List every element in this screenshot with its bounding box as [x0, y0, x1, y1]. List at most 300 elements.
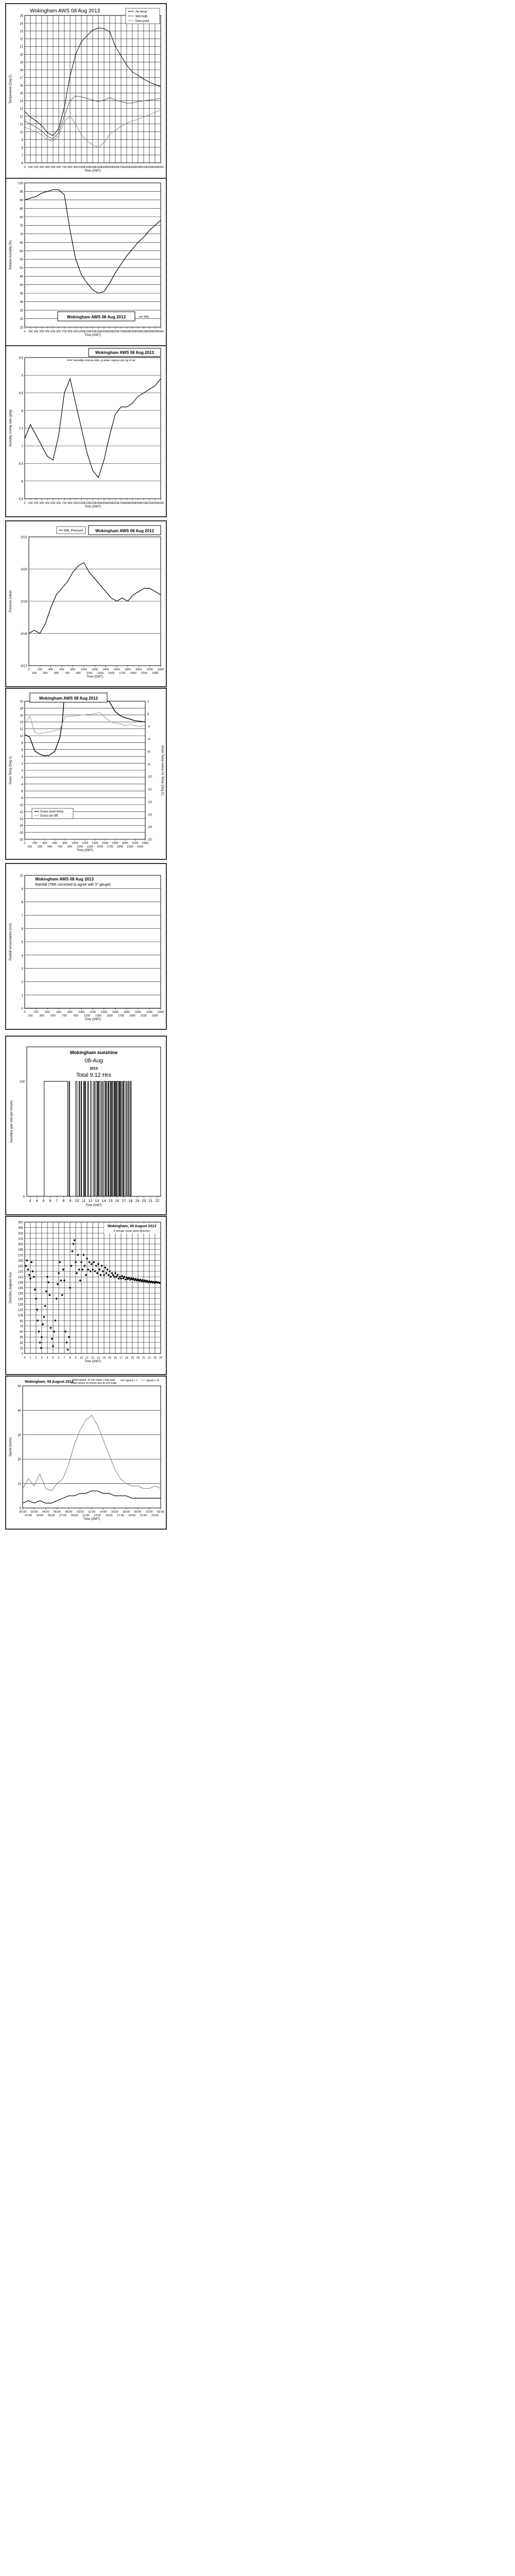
x-tick-label: 1600	[101, 842, 109, 845]
x-tick-label: 2100	[127, 845, 133, 849]
y-tick-label: 6	[21, 927, 23, 931]
x-tick-label: 2100	[140, 1014, 147, 1018]
x-tick-label: 08:00	[65, 1511, 73, 1514]
x-tick-label: 500	[54, 672, 59, 675]
chart-panel-5	[5, 688, 167, 860]
y-tick-label: 5.5	[19, 498, 23, 501]
x-tick-label: 1100	[86, 672, 93, 675]
chart-title: Wokingham, 08 August 2013	[25, 1380, 74, 1384]
x-tick-label: 700	[57, 845, 62, 849]
x-tick-label: 600	[59, 668, 64, 671]
chart-rainfall	[6, 864, 166, 1029]
x-tick-label: 19	[130, 1357, 134, 1360]
x-tick-label: 2000	[134, 1011, 142, 1014]
y-tick-label: 11	[20, 123, 23, 127]
x-tick-label: 6	[49, 1199, 52, 1203]
y-tick-label: 1017	[20, 665, 27, 668]
y-tick-label: -8	[20, 797, 23, 801]
x-tick-label: 1800	[123, 166, 130, 169]
x-tick-label: 15	[108, 1199, 113, 1203]
x-tick-label: 2300	[151, 502, 159, 505]
y-tick-label: 60	[20, 250, 23, 253]
y-axis-label: Pressure (mbar)	[9, 590, 12, 613]
y-axis-label: Relative humidity (%)	[9, 240, 12, 270]
x-tick-label: 4	[36, 1199, 38, 1203]
x-tick-label: 1300	[95, 166, 102, 169]
x-tick-label: 4	[46, 1357, 48, 1360]
y2-tick-label: -20	[147, 838, 152, 842]
y-tick-label: 180	[18, 1287, 23, 1290]
y-tick-label: 16	[20, 714, 23, 718]
chart-panel-2	[5, 178, 167, 346]
y-tick-label: 90	[20, 199, 23, 202]
x-tick-label: 13:00	[94, 1514, 101, 1517]
chart-title: Wokingham AWS 08 Aug 2013	[35, 877, 94, 882]
legend-label: Dew point	[135, 20, 149, 23]
chart-panel-3	[5, 345, 167, 517]
x-tick-label: 800	[70, 668, 75, 671]
x-tick-label: 500	[50, 330, 56, 333]
x-tick-label: 15	[108, 1357, 112, 1360]
x-tick-label: 09:00	[71, 1514, 78, 1517]
y-tick-label: 345	[18, 1227, 23, 1230]
x-tick-label: 20	[142, 1199, 146, 1203]
x-tick-label: 1700	[117, 502, 125, 505]
x-tick-label: 1200	[81, 842, 89, 845]
y-axis-label: Direction, degrees true	[9, 1272, 12, 1303]
x-tick-label: 300	[43, 672, 48, 675]
legend-label: Grass-air diff	[40, 815, 58, 818]
x-tick-label: 300	[39, 502, 44, 505]
y-tick-label: 40	[18, 1409, 21, 1413]
y-axis-label: Speed (knots)	[9, 1437, 12, 1457]
x-tick-label: 1900	[129, 166, 136, 169]
y-tick-label: 80	[20, 216, 23, 219]
x-tick-label: 1600	[112, 166, 119, 169]
y-axis-label: Temperature (Deg C)	[9, 74, 12, 104]
x-tick-label: 15:00	[105, 1514, 113, 1517]
y-tick-label: 95	[20, 190, 23, 194]
y-tick-label: 150	[18, 1298, 23, 1301]
x-tick-label: 24	[159, 1357, 163, 1360]
x-tick-label: 600	[52, 842, 58, 845]
x-tick-label: 1800	[123, 1011, 130, 1014]
x-tick-label: 1300	[97, 672, 104, 675]
x-tick-label: 200	[32, 842, 38, 845]
y-tick-label: 6.5	[19, 463, 23, 466]
x-tick-label: 00:00	[157, 1511, 164, 1514]
x-tick-label: 2400	[157, 502, 164, 505]
y-tick-label: 30	[20, 1342, 23, 1345]
x-tick-label: 400	[45, 166, 50, 169]
x-tick-label: 1600	[112, 330, 119, 333]
x-tick-label: 1700	[117, 1014, 125, 1018]
x-tick-label: 19	[135, 1199, 140, 1203]
x-tick-label: 700	[62, 330, 67, 333]
chart-subtitle: 08-Aug	[84, 1058, 103, 1064]
x-tick-label: 2200	[146, 668, 153, 671]
x-tick-label: 600	[56, 502, 61, 505]
x-tick-label: 23	[153, 1357, 157, 1360]
y-tick-label: -16	[19, 824, 23, 828]
x-tick-label: 1700	[117, 166, 125, 169]
x-tick-label: 400	[45, 1011, 50, 1014]
x-axis-label: Time (GMT)	[83, 1518, 100, 1521]
x-tick-label: 900	[67, 845, 73, 849]
y-tick-label: 7	[21, 914, 23, 918]
x-tick-label: 400	[45, 502, 50, 505]
y-tick-label: 285	[18, 1248, 23, 1252]
y-tick-label: 10	[20, 735, 23, 738]
x-tick-label: 16	[113, 1357, 117, 1360]
x-tick-label: 03:00	[36, 1514, 44, 1517]
y-tick-label: 105	[18, 1314, 23, 1318]
x-tick-label: 2000	[134, 502, 142, 505]
x-tick-label: 8	[62, 1199, 65, 1203]
legend-label: Speed x 1	[126, 1379, 138, 1382]
x-tick-label: 1900	[129, 330, 136, 333]
chart-subtitle: 5 minute mean wind direction	[113, 1230, 150, 1233]
x-tick-label: 9	[75, 1357, 77, 1360]
x-tick-label: 400	[42, 842, 47, 845]
x-tick-label: 00:00	[19, 1511, 26, 1514]
x-tick-label: 700	[62, 166, 67, 169]
y-tick-label: 20	[20, 53, 23, 57]
x-tick-label: 1000	[78, 166, 85, 169]
y-tick-label: 15	[20, 92, 23, 96]
x-tick-label: 14	[102, 1357, 106, 1360]
y-tick-label: -18	[19, 832, 23, 835]
x-tick-label: 13	[95, 1199, 99, 1203]
y-tick-label: 7	[21, 445, 23, 448]
x-tick-label: 23:00	[151, 1514, 159, 1517]
y-tick-label: 210	[18, 1276, 23, 1279]
x-tick-label: 3	[41, 1357, 43, 1360]
x-tick-label: 900	[73, 330, 78, 333]
y-tick-label: 9	[21, 139, 23, 142]
x-tick-label: 700	[62, 502, 67, 505]
x-tick-label: 600	[56, 330, 61, 333]
x-tick-label: 800	[67, 166, 73, 169]
x-tick-label: 800	[67, 1011, 73, 1014]
y-tick-label: 135	[18, 1303, 23, 1307]
x-tick-label: 1800	[124, 668, 131, 671]
x-tick-label: 1000	[78, 330, 85, 333]
chart-subtitle: Rainfall (TBR corrected to agree with 5" gauge)	[35, 883, 111, 887]
y-tick-label: 225	[18, 1270, 23, 1274]
legend-label: Speed x 10	[146, 1379, 160, 1382]
x-tick-label: 300	[39, 1014, 44, 1018]
x-tick-label: 18	[125, 1357, 129, 1360]
y-tick-label: -12	[19, 810, 23, 814]
x-tick-label: 18	[128, 1199, 133, 1203]
y2-tick-label: -4	[147, 738, 150, 741]
x-tick-label: 1900	[129, 502, 136, 505]
y-tick-label: 20	[20, 700, 23, 704]
x-tick-label: 12:00	[88, 1511, 95, 1514]
y-tick-label: 16	[20, 84, 23, 88]
x-tick-label: 600	[56, 1011, 61, 1014]
legend-label: Humidity mixing ratio, g water vapour per kg of air	[73, 359, 136, 362]
y-tick-label: 255	[18, 1259, 23, 1263]
x-tick-label: 100	[28, 502, 33, 505]
x-tick-label: 0	[24, 330, 26, 333]
y-tick-label: 0	[19, 1507, 21, 1511]
x-tick-label: 1100	[84, 1014, 90, 1018]
x-tick-label: 400	[48, 668, 54, 671]
chart-humidity	[6, 179, 166, 345]
y2-axis-label: Grass Temp minus Air Temp (Deg C)	[161, 745, 164, 795]
x-tick-label: 2300	[151, 166, 159, 169]
y-axis-label: Grass Temp (Deg C)	[9, 756, 12, 785]
x-tick-label: 1500	[106, 330, 113, 333]
chart-pressure	[6, 521, 166, 686]
y2-tick-label: 2	[147, 700, 149, 704]
legend-label: Wet bulb	[135, 15, 148, 19]
x-tick-label: 1500	[106, 502, 113, 505]
x-tick-label: 200	[37, 668, 42, 671]
x-tick-label: 1100	[84, 166, 90, 169]
x-tick-label: 04:00	[42, 1511, 49, 1514]
y-tick-label: 0	[21, 1352, 23, 1356]
x-tick-label: 0	[24, 502, 26, 505]
y-tick-label: -14	[19, 818, 23, 821]
x-tick-label: 900	[73, 502, 78, 505]
x-tick-label: 1900	[130, 672, 136, 675]
chart-total: Total 9.12 Hrs	[76, 1072, 111, 1078]
chart-panel-8	[5, 1216, 167, 1375]
x-tick-label: 1200	[91, 668, 98, 671]
y-tick-label: 165	[18, 1292, 23, 1296]
legend-label: Grass level temp	[40, 810, 64, 814]
x-axis-label: Time (GMT)	[76, 849, 94, 852]
y-tick-label: 35	[20, 292, 23, 296]
x-tick-label: 1200	[89, 1011, 96, 1014]
chart-title: Wokingham AWS 08 Aug 2013	[95, 529, 154, 533]
x-tick-label: 1000	[78, 1011, 85, 1014]
x-tick-label: 1200	[89, 330, 96, 333]
plot-area	[25, 183, 161, 327]
y-tick-label: -2	[20, 776, 23, 779]
y-tick-label: -10	[19, 804, 23, 807]
x-tick-label: 1800	[123, 330, 130, 333]
y-tick-label: 6	[21, 749, 23, 752]
x-tick-label: 500	[47, 845, 53, 849]
x-tick-label: 21:00	[140, 1514, 147, 1517]
x-tick-label: 500	[50, 166, 56, 169]
x-tick-label: 900	[73, 166, 78, 169]
x-tick-label: 6	[58, 1357, 60, 1360]
x-tick-label: 21	[142, 1357, 146, 1360]
y2-tick-label: -8	[147, 763, 150, 767]
x-tick-label: 12	[88, 1199, 93, 1203]
y-tick-label: 19	[20, 61, 23, 64]
y-tick-label: 70	[20, 233, 23, 236]
x-tick-label: 2300	[151, 330, 159, 333]
x-tick-label: 300	[39, 330, 44, 333]
y-tick-label: 100	[18, 182, 23, 185]
y-tick-label: 15	[20, 1347, 23, 1350]
y-tick-label: 12	[20, 115, 23, 119]
chart-year: 2013	[90, 1067, 98, 1071]
x-tick-label: 1500	[106, 1014, 113, 1018]
y-tick-label: 9	[21, 374, 23, 378]
chart-panel-9	[5, 1376, 167, 1530]
chart-subtitle: Wind speed, 10 min mean / max gust	[72, 1379, 115, 1382]
x-tick-label: 600	[56, 166, 61, 169]
x-tick-label: 1800	[112, 842, 118, 845]
chart-panel-4	[5, 520, 167, 687]
x-tick-label: 700	[65, 672, 70, 675]
y-tick-label: 24	[20, 22, 23, 26]
x-tick-label: 1400	[100, 502, 108, 505]
x-tick-label: 2400	[142, 842, 149, 845]
y-tick-label: 3	[21, 968, 23, 971]
y-tick-label: -6	[20, 790, 23, 793]
x-tick-label: 16:00	[111, 1511, 118, 1514]
y-tick-label: 7.5	[19, 427, 23, 431]
y-tick-label: 65	[20, 241, 23, 245]
x-tick-label: 200	[33, 1011, 39, 1014]
x-tick-label: 0	[24, 1011, 26, 1014]
x-tick-label: 1300	[87, 845, 93, 849]
x-tick-label: 2300	[151, 1014, 159, 1018]
x-tick-label: 5	[52, 1357, 54, 1360]
x-tick-label: 2	[35, 1357, 37, 1360]
y-tick-label: 15	[20, 326, 23, 330]
y2-tick-label: -6	[147, 750, 150, 754]
y-tick-label: 4	[21, 954, 23, 958]
x-tick-label: 18:00	[123, 1511, 130, 1514]
y-tick-label: 30	[20, 301, 23, 304]
y-tick-label: 5	[21, 941, 23, 944]
y-tick-label: -20	[19, 838, 23, 842]
y-tick-label: 18	[20, 707, 23, 710]
y-tick-label: 30	[18, 1434, 21, 1437]
plot-area	[23, 1386, 161, 1508]
x-tick-label: 1	[29, 1357, 31, 1360]
x-tick-label: 100	[28, 330, 33, 333]
y-tick-label: 55	[20, 258, 23, 262]
y-tick-label: 360	[18, 1221, 23, 1225]
x-tick-label: 100	[32, 672, 37, 675]
x-tick-label: 9	[69, 1199, 72, 1203]
x-axis-label: Time (GMT)	[86, 675, 104, 679]
x-tick-label: 2200	[146, 166, 153, 169]
y-tick-label: 10	[20, 131, 23, 134]
y-tick-label: 1018	[20, 633, 27, 636]
y-tick-label: 9.5	[19, 357, 23, 360]
y2-tick-label: -18	[147, 826, 152, 829]
x-tick-label: 02:00	[30, 1511, 38, 1514]
y-tick-label: 21	[20, 45, 23, 49]
x-tick-label: 2100	[140, 330, 147, 333]
y-tick-label: 85	[20, 207, 23, 211]
x-tick-label: 22	[147, 1357, 151, 1360]
x-tick-label: 1400	[100, 166, 108, 169]
y-tick-label: 0	[23, 1195, 25, 1199]
x-tick-label: 1200	[89, 502, 96, 505]
x-tick-label: 1300	[95, 1014, 102, 1018]
x-tick-label: 0	[24, 1357, 26, 1360]
y-axis-label: Sunshine (per cent per minute)	[10, 1100, 13, 1143]
x-tick-label: 2100	[141, 672, 148, 675]
y-tick-label: 0	[21, 769, 23, 773]
x-tick-label: 2100	[140, 502, 147, 505]
x-tick-label: 200	[33, 166, 39, 169]
x-tick-label: 1100	[84, 330, 90, 333]
x-tick-label: 1400	[102, 668, 109, 671]
x-tick-label: 1200	[89, 166, 96, 169]
chart-wind-speed	[6, 1377, 166, 1529]
x-tick-label: 20	[136, 1357, 140, 1360]
y2-tick-label: 0	[147, 713, 149, 716]
chart-subtitle-2: Mean speed x4 shown also at x10 scale	[71, 1382, 117, 1385]
x-tick-label: 2000	[122, 842, 129, 845]
chart-title: Wokingham, 08 August 2013	[107, 1225, 157, 1228]
y-tick-label: 75	[20, 224, 23, 228]
x-tick-label: 1100	[77, 845, 83, 849]
x-tick-label: 13	[96, 1357, 100, 1360]
chart-panel-7	[5, 1036, 167, 1215]
x-tick-label: 1300	[95, 330, 102, 333]
y-tick-label: 17	[20, 76, 23, 80]
x-tick-label: 400	[45, 330, 50, 333]
x-tick-label: 06:00	[54, 1511, 61, 1514]
x-axis-label: Time (GMT)	[85, 1204, 102, 1207]
x-tick-label: 100	[28, 1014, 33, 1018]
x-tick-label: 1400	[100, 330, 108, 333]
y-tick-label: 2	[21, 762, 23, 766]
y-tick-label: 60	[20, 1331, 23, 1334]
x-tick-label: 2300	[152, 672, 159, 675]
y-tick-label: 20	[20, 318, 23, 321]
x-tick-label: 01:00	[25, 1514, 32, 1517]
legend-label: RH	[144, 316, 149, 319]
x-tick-label: 14	[101, 1199, 106, 1203]
x-tick-label: 1500	[106, 166, 113, 169]
x-tick-label: 2300	[137, 845, 144, 849]
x-tick-label: 2200	[146, 1011, 153, 1014]
y-tick-label: 40	[20, 284, 23, 287]
chart-title: Wokingham AWS 08 Aug 2013	[67, 315, 126, 319]
x-tick-label: 1300	[95, 502, 102, 505]
y-tick-label: 6	[21, 162, 23, 165]
x-tick-label: 1000	[72, 842, 78, 845]
y-tick-label: 1021	[20, 536, 27, 539]
legend-label: MSL Pressure	[64, 529, 83, 533]
x-tick-label: 200	[33, 330, 39, 333]
x-axis-label: Time (GMT)	[84, 1018, 101, 1021]
x-tick-label: 900	[76, 672, 81, 675]
y-tick-label: 13	[20, 108, 23, 111]
x-tick-label: 1700	[107, 845, 113, 849]
x-tick-label: 1600	[112, 502, 119, 505]
y-tick-label: 1020	[20, 568, 27, 571]
x-tick-label: 1800	[123, 502, 130, 505]
y-axis-label: Humidity mixing ratio (g/kg)	[9, 409, 12, 447]
x-tick-label: 900	[73, 1014, 78, 1018]
x-tick-label: 500	[50, 1014, 56, 1018]
x-tick-label: 100	[28, 166, 33, 169]
x-tick-label: 7	[63, 1357, 65, 1360]
y-tick-label: 20	[18, 1458, 21, 1462]
y-tick-label: 90	[20, 1319, 23, 1323]
x-tick-label: 22	[155, 1199, 160, 1203]
y-tick-label: 240	[18, 1265, 23, 1268]
x-tick-label: 2400	[157, 330, 164, 333]
x-tick-label: 1000	[78, 502, 85, 505]
